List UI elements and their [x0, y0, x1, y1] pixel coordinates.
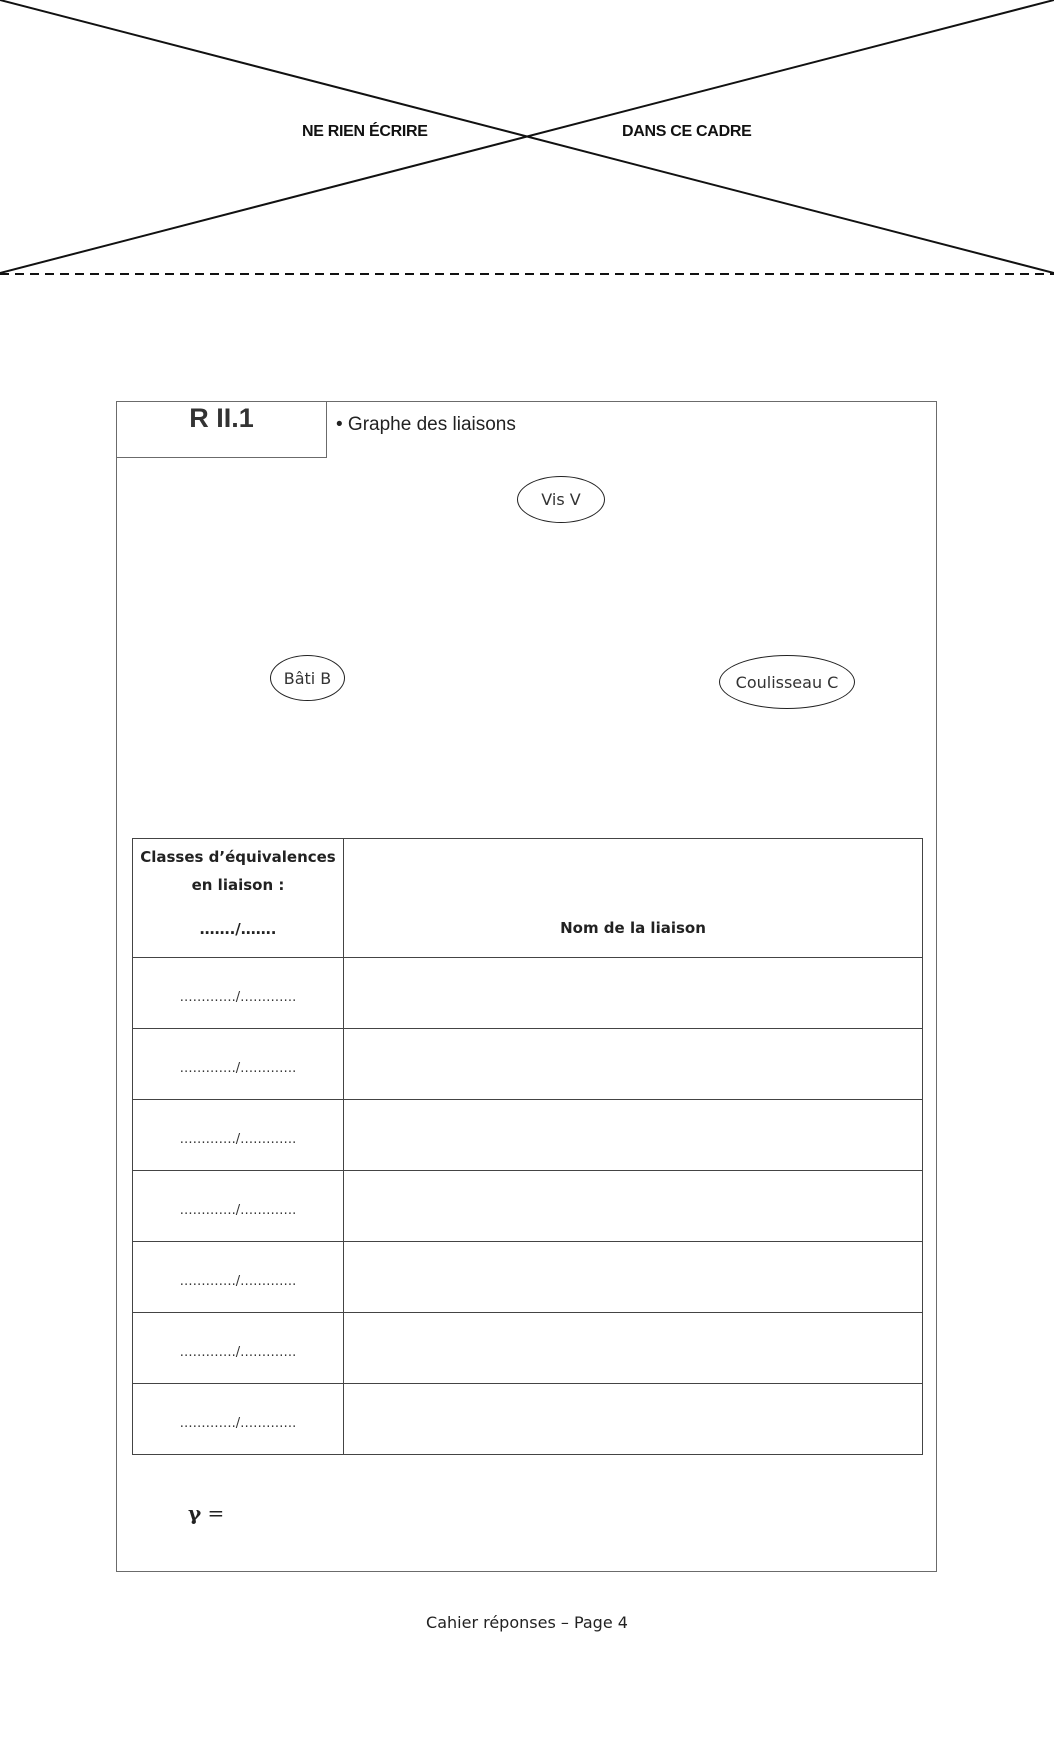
question-title: • Graphe des liaisons: [336, 414, 516, 435]
liaison-name-cell[interactable]: [344, 1029, 923, 1100]
table-row: [133, 1313, 923, 1384]
liaison-name-cell[interactable]: [344, 1242, 923, 1313]
liaison-name-cell[interactable]: [344, 1171, 923, 1242]
graph-node-coulisseau-label: Coulisseau C: [735, 672, 839, 692]
pair-cell[interactable]: …………./………….: [133, 1313, 344, 1384]
header-classes-cell: [133, 839, 344, 958]
header-classes-line1: Classes d’équivalences: [140, 848, 336, 866]
table-row: [133, 1171, 923, 1242]
pair-cell[interactable]: …………./………….: [133, 1100, 344, 1171]
gamma-field[interactable]: [188, 1501, 224, 1525]
table-row: [133, 1242, 923, 1313]
header-classes-line3: ……./…….: [199, 920, 277, 938]
liaison-name-cell[interactable]: [344, 1100, 923, 1171]
gamma-symbol: γ: [188, 1501, 202, 1525]
graph-node-coulisseau: [719, 655, 855, 709]
table-row: [133, 1384, 923, 1455]
table-row: [133, 1100, 923, 1171]
do-not-write-frame: [0, 0, 1054, 280]
header-name-cell: Nom de la liaison: [344, 839, 923, 958]
table-header-row: [133, 839, 923, 958]
liaison-table: [132, 838, 923, 1455]
question-id: R II.1: [189, 403, 254, 433]
table-row: [133, 1029, 923, 1100]
header-classes-line2: en liaison :: [191, 876, 285, 894]
pair-cell[interactable]: …………./………….: [133, 1029, 344, 1100]
pair-cell[interactable]: …………./………….: [133, 1242, 344, 1313]
pair-cell[interactable]: …………./………….: [133, 958, 344, 1029]
liaison-name-cell[interactable]: [344, 958, 923, 1029]
page-footer: Cahier réponses – Page 4: [426, 1613, 628, 1632]
question-id-cell: [116, 401, 327, 458]
graph-node-bati-label: Bâti B: [283, 668, 332, 688]
gamma-equals: =: [201, 1501, 225, 1525]
liaison-name-cell[interactable]: [344, 1384, 923, 1455]
graph-node-vis-label: Vis V: [541, 490, 581, 509]
do-not-write-left-text: NE RIEN ÉCRIRE: [302, 123, 428, 140]
graph-node-vis: [517, 476, 605, 523]
pair-cell[interactable]: …………./………….: [133, 1384, 344, 1455]
cross-out-lines: [0, 0, 1054, 280]
do-not-write-right-text: DANS CE CADRE: [622, 123, 752, 140]
pair-cell[interactable]: …………./………….: [133, 1171, 344, 1242]
graph-node-bati: [270, 655, 345, 701]
liaison-name-cell[interactable]: [344, 1313, 923, 1384]
table-row: [133, 958, 923, 1029]
